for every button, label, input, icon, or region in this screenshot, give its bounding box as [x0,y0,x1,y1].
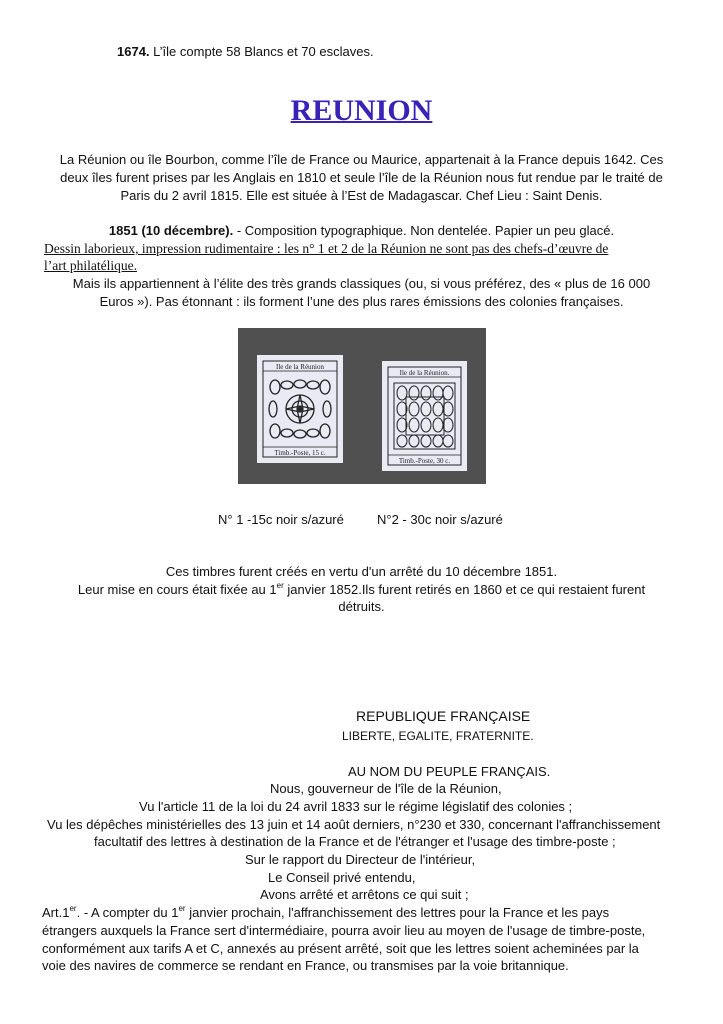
intro-text: L’île compte 58 Blancs et 70 esclaves. [149,44,374,59]
decree-vu-1: Vu l'article 11 de la loi du 24 avril 1833 sur le régime législatif des colonies ; [139,799,573,814]
decree-art-1 [42,905,609,921]
decree-art-sup: er [178,904,186,913]
issue-underlined-2: l’art philatélique. [44,258,137,273]
decree-art-3: conformément aux tarifs A et C, annexés au présent arrêté, soit que les lettres soient acheminées par la [42,941,639,956]
decree-art-2: étrangers auxquels la France sert d'intermédiaire, pourra avoir lieu au moyen de l'usage de timbre-poste, [42,923,646,938]
stamp-15c [257,355,343,463]
issue-date: 1851 (10 décembre). [108,223,234,238]
stamps-photo [238,328,486,484]
decree-rapport: Sur le rapport du Directeur de l'intérieur, [245,852,476,867]
decree-heading: REPUBLIQUE FRANÇAISE [356,708,531,724]
decree-vu-2-1: Vu les dépêches ministérielles des 13 juin et 14 août derniers, n°230 et 330, concernant l'affranchissement [47,817,661,832]
issue-underlined-1: Dessin laborieux, impression rudimentaire : les n° 1 et 2 de la Réunion ne sont pas des chefs-d’œuvre de [44,241,609,256]
creation-line-2-b: janvier 1852.Ils furent retirés en 1860 et ce qui restaient furent [283,582,646,597]
decree-art-a: . - A compter du 1 [76,905,179,920]
creation-line-2-sup: er [276,581,284,590]
decree-au-nom: AU NOM DU PEUPLE FRANÇAIS. [348,764,551,779]
description-line-1: La Réunion ou île Bourbon, comme l’île de France ou Maurice, appartenait à la France depuis 1642. Ces [59,152,664,167]
description-line-2: deux îles furent prises par les Anglais en 1810 et seule l’île de la Réunion nous fut rendue par le traité de [60,170,663,185]
decree-avons: Avons arrêté et arrêtons ce qui suit ; [260,887,469,902]
stamp-15c-design [257,355,343,463]
decree-art-label-sup: er [69,904,77,913]
stamp-30c [382,361,467,471]
decree-art-4: voie des navires de commerce se rendant en France, ou transmises par la voie britannique. [42,958,569,973]
stamp-30c-bottom-text: Timb.-Poste, 30 c. [398,457,451,465]
rarity-line-2: Euros »). Pas étonnant : ils forment l’une des plus rares émissions des colonies françaises. [99,294,624,309]
caption-stamp-1: N° 1 -15c noir s/azuré [218,512,344,527]
issue-text: - Composition typographique. Non dentelée. Papier un peu glacé. [233,223,615,238]
stamp-15c-bottom-text: Timb.-Poste, 15 c. [274,449,326,457]
stamp-30c-design [382,361,467,471]
caption-stamp-2: N°2 - 30c noir s/azuré [377,512,503,527]
intro-line [117,44,374,60]
stamp-15c-top-text: Ile de la Réunion [275,363,324,371]
decree-art-b: janvier prochain, l'affranchissement des lettres pour la France et les pays [185,905,610,920]
creation-line-1: Ces timbres furent créés en vertu d'un arrêté du 10 décembre 1851. [165,564,558,579]
rarity-line-1: Mais ils appartiennent à l’élite des très grands classiques (ou, si vous préférez, des « plus de 16 000 [72,276,651,291]
creation-line-2-a: Leur mise en cours était fixée au 1 [77,582,277,597]
decree-motto: LIBERTE, EGALITE, FRATERNITE. [342,729,534,743]
issue-line [0,223,723,239]
decree-conseil: Le Conseil privé entendu, [268,870,416,885]
decree-nous: Nous, gouverneur de l'île de la Réunion, [270,781,502,796]
decree-vu-2-2: facultatif des lettres à destination de la France et de l'étranger et l'usage des timbre-poste ; [94,834,616,849]
creation-line-3: détruits. [338,599,385,614]
description-line-3: Paris du 2 avril 1815. Elle est située à l’Est de Madagascar. Chef Lieu : Saint Denis. [120,188,603,203]
page-title: REUNION [290,94,433,127]
intro-year: 1674. [117,44,150,59]
decree-art-label: Art.1 [42,905,70,920]
creation-line-2 [0,582,723,598]
stamp-30c-top-text: Ile de la Réunion. [399,369,450,377]
